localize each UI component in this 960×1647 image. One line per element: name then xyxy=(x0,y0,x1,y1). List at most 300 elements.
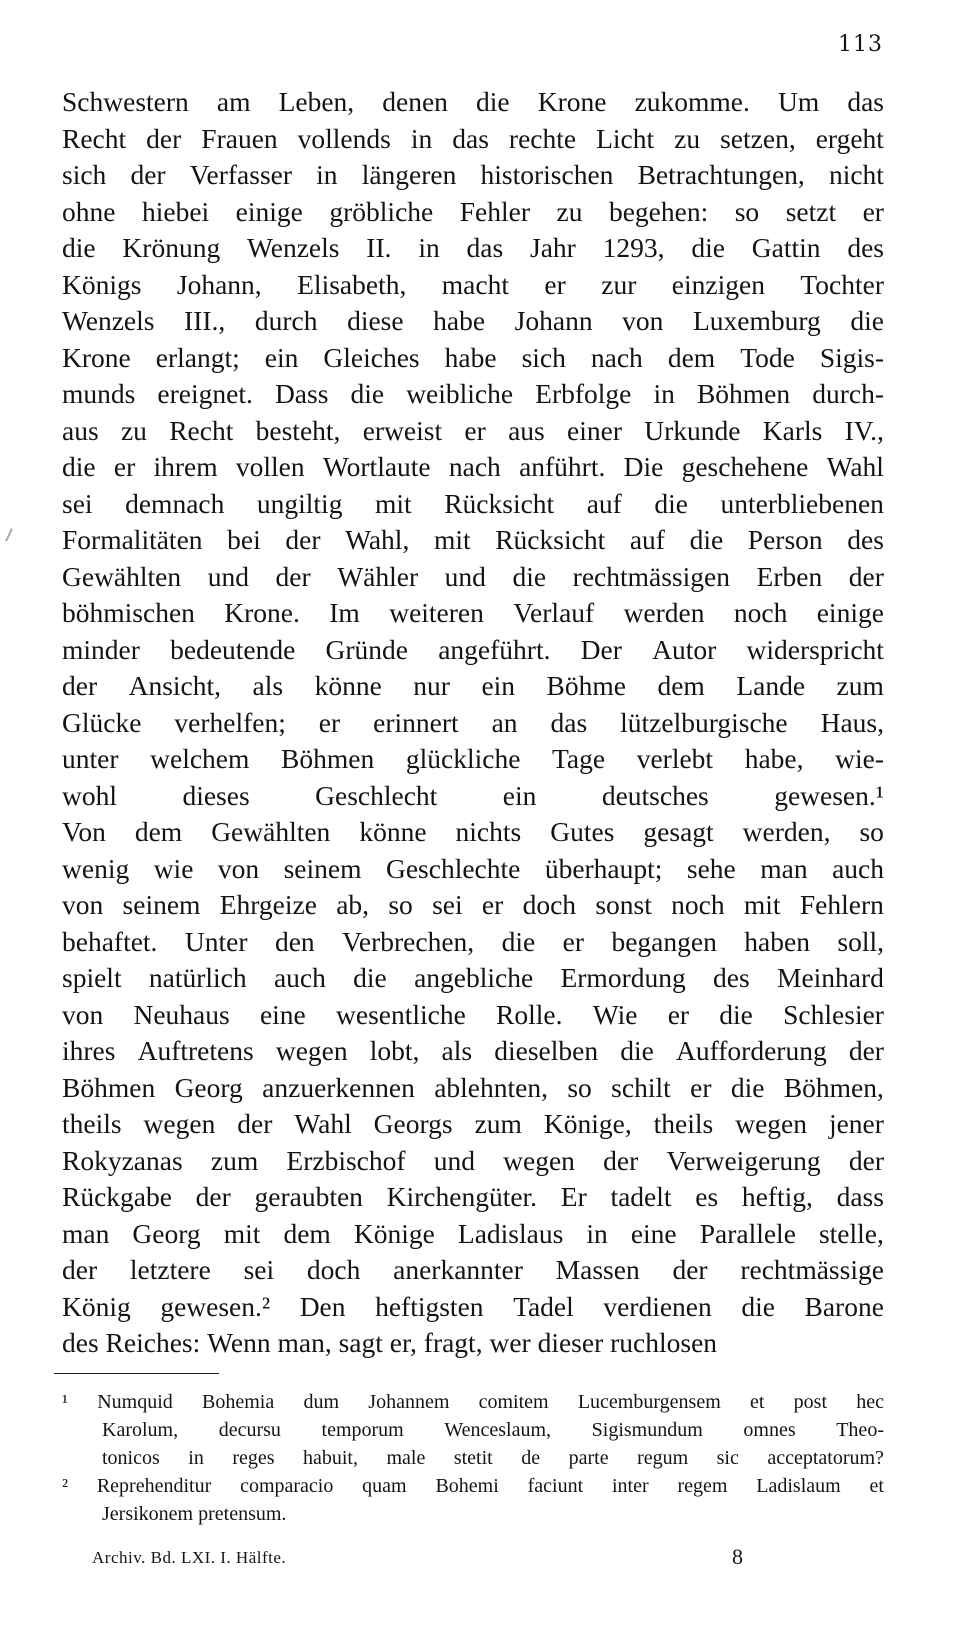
word: zur xyxy=(601,268,637,300)
word: Gewählten xyxy=(211,816,331,847)
word: historischen xyxy=(480,159,614,190)
word: die xyxy=(689,524,724,555)
word: seinem xyxy=(283,852,362,884)
word: und xyxy=(433,1144,475,1176)
word: Krone. xyxy=(224,597,300,628)
text-line xyxy=(62,1033,884,1070)
word: dum xyxy=(303,1391,340,1413)
word: Schwestern xyxy=(62,86,189,117)
text-line xyxy=(62,559,884,596)
text-line xyxy=(62,84,884,121)
word: mit xyxy=(374,487,412,519)
word: pretensum. xyxy=(198,1503,287,1525)
word: weiteren xyxy=(389,597,484,628)
word: Ermordung xyxy=(560,962,686,993)
word: reges xyxy=(232,1447,275,1469)
word: Böhmen, xyxy=(783,1071,884,1103)
word: sonst xyxy=(595,889,652,920)
word: in xyxy=(316,159,338,190)
word: ohne xyxy=(62,195,116,227)
text-line xyxy=(62,851,884,888)
word: Ladislaus xyxy=(457,1217,564,1249)
sheet-number: 8 xyxy=(732,1544,743,1569)
word: welchem xyxy=(150,743,250,774)
word: Verlauf xyxy=(513,597,595,628)
word: Krone xyxy=(62,341,131,373)
word: Ladislaum xyxy=(756,1475,841,1497)
word: Gutes xyxy=(550,816,615,847)
word: eine xyxy=(259,998,306,1030)
word: unter xyxy=(62,743,119,774)
word: noch xyxy=(671,889,725,920)
word: man xyxy=(760,852,808,884)
word: Jersikonem xyxy=(102,1503,194,1525)
footnote-line xyxy=(62,1388,884,1416)
word: Luxemburg xyxy=(692,305,821,336)
word: Rokyzanas xyxy=(62,1144,183,1176)
word: Erzbischof xyxy=(286,1144,406,1176)
word: habuit, xyxy=(303,1447,358,1469)
word: wie- xyxy=(835,743,884,774)
word: verhelfen; xyxy=(174,706,286,738)
word: Wenzels xyxy=(62,305,155,336)
word: theils xyxy=(62,1108,122,1139)
word: in xyxy=(653,378,675,409)
word: er xyxy=(113,451,136,482)
text-line xyxy=(62,267,884,304)
word: setzt xyxy=(785,195,837,227)
word: das xyxy=(452,122,489,154)
word: dieselben xyxy=(494,1035,599,1066)
word: sagt xyxy=(338,1327,383,1358)
word: Johann xyxy=(514,305,593,336)
word: man xyxy=(62,1217,110,1249)
text-line xyxy=(62,924,884,961)
word: er xyxy=(667,998,690,1030)
word: die xyxy=(62,232,96,263)
word: Wenceslaum, xyxy=(444,1419,552,1441)
text-line xyxy=(62,1070,884,1107)
word: unterbliebenen xyxy=(720,487,884,519)
word: lützelburgische xyxy=(620,706,788,738)
word: eine xyxy=(630,1217,677,1249)
word: der xyxy=(146,122,182,154)
word: ab, xyxy=(336,889,370,920)
word: Parallele xyxy=(699,1217,796,1249)
word: durch- xyxy=(812,378,884,409)
word: als xyxy=(252,670,284,701)
word: wegen xyxy=(735,1108,807,1139)
text-line xyxy=(62,303,884,340)
word: Reiches: xyxy=(105,1327,201,1358)
word: Wähler xyxy=(337,560,419,592)
word: parte xyxy=(568,1447,609,1469)
word: mit xyxy=(743,889,781,920)
word: mit xyxy=(433,524,471,555)
word: die xyxy=(512,560,547,592)
word: Aufforderung xyxy=(676,1035,827,1066)
word: gesagt xyxy=(643,816,714,847)
word: und xyxy=(444,560,486,592)
word: könne xyxy=(314,670,382,701)
word: Tadel xyxy=(513,1290,574,1322)
word: in xyxy=(586,1217,608,1249)
text-line xyxy=(62,887,884,924)
word: die xyxy=(62,451,96,482)
word: Rückgabe xyxy=(62,1181,172,1212)
word: regum xyxy=(637,1447,689,1469)
word: Gewählten xyxy=(62,560,182,592)
word: Tage xyxy=(552,743,606,774)
word: et xyxy=(749,1391,765,1413)
word: fragt, xyxy=(423,1327,483,1358)
word: Dass xyxy=(274,378,329,409)
word: das xyxy=(466,232,504,263)
word: tonicos xyxy=(102,1447,160,1469)
word: sehe xyxy=(686,852,736,884)
text-line xyxy=(62,1216,884,1253)
word: Königs xyxy=(62,268,142,300)
word: zum xyxy=(836,670,884,701)
word: er xyxy=(464,414,486,446)
text-line xyxy=(62,449,884,486)
word: habe xyxy=(444,341,497,373)
word: Erben xyxy=(756,560,823,592)
word: setzen, xyxy=(720,122,796,154)
word: auch xyxy=(273,962,326,993)
footnote-line xyxy=(62,1416,884,1444)
word: Böhmen xyxy=(281,743,375,774)
word: auf xyxy=(586,487,622,519)
word: hec xyxy=(856,1391,884,1413)
text-line xyxy=(62,1289,884,1326)
word: des xyxy=(713,962,750,993)
word: Ehrgeize xyxy=(219,889,317,920)
word: Verfasser xyxy=(189,159,293,190)
word: Glücke xyxy=(62,706,142,738)
word: Licht xyxy=(596,122,655,154)
word: er xyxy=(318,706,341,738)
word: weibliche xyxy=(406,378,514,409)
text-line xyxy=(62,522,884,559)
word: die xyxy=(850,305,884,336)
word: die xyxy=(719,998,753,1030)
word: Bohemi xyxy=(435,1475,499,1497)
word: Autor xyxy=(652,633,717,665)
word: ergeht xyxy=(815,122,884,154)
word: Neuhaus xyxy=(133,998,230,1030)
word: durch xyxy=(254,305,318,336)
word: bedeutende xyxy=(170,633,296,665)
word: das xyxy=(550,706,588,738)
word: schilt xyxy=(611,1071,671,1103)
word: er xyxy=(562,925,585,957)
word: rechtmässigen xyxy=(572,560,730,592)
text-line xyxy=(62,340,884,377)
word: werden xyxy=(623,597,705,628)
word: könne xyxy=(359,816,427,847)
text-line xyxy=(62,632,884,669)
word: er, xyxy=(389,1327,417,1358)
word: inter xyxy=(611,1475,649,1497)
word: Krone xyxy=(537,86,607,117)
text-line xyxy=(62,595,884,632)
word: er xyxy=(690,1071,712,1103)
word: zu xyxy=(674,122,701,154)
body-text xyxy=(62,84,884,1362)
word: der xyxy=(603,1144,639,1176)
word: Meinhard xyxy=(777,962,884,993)
word: ungiltig xyxy=(256,487,343,519)
text-line xyxy=(62,778,884,815)
word: von xyxy=(217,852,260,884)
word: aus xyxy=(62,414,99,446)
word: die xyxy=(501,925,536,957)
word: Jahr xyxy=(530,232,576,263)
word: wenig xyxy=(62,852,130,884)
word: ² xyxy=(62,1475,68,1497)
word: der xyxy=(285,524,321,555)
word: geraubten xyxy=(254,1181,363,1212)
word: macht xyxy=(441,268,509,300)
word: in xyxy=(418,232,440,263)
word: so xyxy=(567,1071,592,1103)
word: von xyxy=(62,889,104,920)
footnote-line xyxy=(62,1444,884,1472)
word: ein xyxy=(481,670,516,701)
word: diese xyxy=(347,305,404,336)
word: regem xyxy=(677,1475,728,1497)
word: nur xyxy=(413,670,450,701)
word: besteht, xyxy=(255,414,341,446)
text-line xyxy=(62,376,884,413)
word: Geschlechte xyxy=(385,852,521,884)
word: letztere xyxy=(129,1254,211,1285)
word: den xyxy=(274,925,315,957)
word: dieser xyxy=(537,1327,604,1358)
word: Recht xyxy=(169,414,234,446)
word: man, xyxy=(277,1327,332,1358)
word: die xyxy=(691,232,725,263)
footnotes xyxy=(62,1388,884,1528)
margin-mark xyxy=(5,528,13,542)
word: wie xyxy=(153,852,194,884)
word: Gründe xyxy=(325,633,409,665)
word: an xyxy=(491,706,518,738)
word: noch xyxy=(733,597,788,628)
word: aus xyxy=(508,414,545,446)
word: erinnert xyxy=(373,706,459,738)
word: Böhme xyxy=(546,670,626,701)
word: Unter xyxy=(184,925,248,957)
text-line xyxy=(62,1106,884,1143)
word: Um xyxy=(777,86,820,117)
word: Könige xyxy=(353,1217,435,1249)
word: anzuerkennen xyxy=(262,1071,415,1103)
word: Numquid xyxy=(97,1391,173,1413)
text-line xyxy=(62,1179,884,1216)
word: haben xyxy=(744,925,810,957)
word: Ansicht, xyxy=(128,670,222,701)
text-line xyxy=(62,121,884,158)
word: IV., xyxy=(844,414,884,446)
word: seinem xyxy=(122,889,201,920)
word: Haus, xyxy=(820,706,884,738)
word: Lande xyxy=(736,670,806,701)
word: gewesen.¹ xyxy=(774,779,884,811)
text-line xyxy=(62,1325,884,1362)
word: deutsches xyxy=(601,779,709,811)
word: auch xyxy=(832,852,884,884)
word: Formalitäten xyxy=(62,524,203,555)
word: Geschlecht xyxy=(315,779,438,811)
word: zu xyxy=(120,414,147,446)
word: rechte xyxy=(508,122,577,154)
word: dem xyxy=(667,341,716,373)
word: stelle, xyxy=(818,1217,884,1249)
word: Von xyxy=(62,816,106,847)
word: habe, xyxy=(744,743,804,774)
text-line xyxy=(62,960,884,997)
word: omnes xyxy=(743,1419,796,1441)
word: sich xyxy=(521,341,566,373)
word: die xyxy=(620,1035,654,1066)
word: theils xyxy=(653,1108,714,1139)
word: sich xyxy=(62,159,107,190)
text-line xyxy=(62,413,884,450)
word: als xyxy=(441,1035,473,1066)
word: Bohemia xyxy=(202,1391,275,1413)
page-number: 113 xyxy=(838,32,883,57)
word: doch xyxy=(522,889,577,920)
word: Elisabeth, xyxy=(297,268,407,300)
word: so xyxy=(859,816,884,847)
word: böhmischen xyxy=(62,597,195,628)
footnote-divider xyxy=(54,1373,219,1374)
word: der xyxy=(195,1181,231,1212)
word: wohl xyxy=(62,779,117,811)
word: erlangt; xyxy=(155,341,240,373)
word: der xyxy=(672,1254,708,1285)
word: verlebt xyxy=(636,743,714,774)
word: Wahl xyxy=(826,451,884,482)
word: zum xyxy=(210,1144,259,1176)
word: von xyxy=(62,998,104,1030)
word: wegen xyxy=(275,1035,348,1066)
text-line xyxy=(62,194,884,231)
word: ein xyxy=(264,341,299,373)
word: rechtmässige xyxy=(740,1254,884,1285)
word: der xyxy=(62,1254,98,1285)
word: acceptatorum? xyxy=(767,1447,884,1469)
word: begangen xyxy=(611,925,717,957)
text-line xyxy=(62,1143,884,1180)
word: denen xyxy=(382,86,448,117)
word: dem xyxy=(283,1217,331,1249)
word: Lucemburgensem xyxy=(577,1391,721,1413)
word: Erbfolge xyxy=(535,378,632,409)
word: natürlich xyxy=(148,962,247,993)
word: decursu xyxy=(218,1419,281,1441)
word: temporum xyxy=(321,1419,404,1441)
word: angebliche xyxy=(414,962,534,993)
word: auf xyxy=(629,524,665,555)
word: comparacio xyxy=(240,1475,334,1497)
word: et xyxy=(869,1475,884,1497)
text-line xyxy=(62,997,884,1034)
text-line xyxy=(62,705,884,742)
word: Böhmen xyxy=(62,1071,156,1103)
word: der xyxy=(237,1108,273,1139)
word: werden, xyxy=(742,816,831,847)
word: der xyxy=(848,560,884,592)
word: quam xyxy=(362,1475,407,1497)
word: Georg xyxy=(174,1071,243,1103)
word: Recht xyxy=(62,122,127,154)
word: Wenn xyxy=(207,1327,271,1358)
word: der xyxy=(848,1035,884,1066)
word: Barone xyxy=(804,1290,884,1322)
word: er xyxy=(862,195,884,227)
word: es xyxy=(695,1181,719,1212)
word: angeführt. xyxy=(438,633,551,665)
word: sic xyxy=(716,1447,739,1469)
word: die xyxy=(654,487,688,519)
word: Karolum, xyxy=(102,1419,179,1441)
word: Wie xyxy=(592,998,638,1030)
word: Fehler xyxy=(459,195,530,227)
word: 1293, xyxy=(602,232,665,263)
word: einige xyxy=(816,597,884,628)
word: bei xyxy=(227,524,261,555)
word: Sigis- xyxy=(819,341,884,373)
word: Sigismundum xyxy=(591,1419,703,1441)
word: Rücksicht xyxy=(444,487,555,519)
word: Krönung xyxy=(122,232,221,263)
word: Johann, xyxy=(176,268,262,300)
word: lobt, xyxy=(369,1035,420,1066)
word: er xyxy=(481,889,504,920)
word: Wortlaute xyxy=(322,451,431,482)
footnote-line xyxy=(62,1500,884,1528)
word: anführt. xyxy=(519,451,606,482)
word: Urkunde xyxy=(644,414,741,446)
word: so xyxy=(734,195,760,227)
word: comitem xyxy=(478,1391,549,1413)
word: ereignet. xyxy=(157,378,253,409)
word: demnach xyxy=(125,487,225,519)
word: sei xyxy=(62,487,93,519)
word: das xyxy=(847,86,884,117)
word: König xyxy=(62,1290,131,1322)
word: zum xyxy=(474,1108,522,1139)
text-line xyxy=(62,741,884,778)
word: ablehnten, xyxy=(434,1071,548,1103)
word: Reprehenditur xyxy=(96,1475,212,1497)
word: die xyxy=(476,86,510,117)
text-line xyxy=(62,1252,884,1289)
word: Im xyxy=(329,597,360,628)
word: er xyxy=(544,268,566,300)
text-line xyxy=(62,814,884,851)
word: begehen: xyxy=(608,195,709,227)
word: habe xyxy=(433,305,486,336)
word: ruchlosen xyxy=(610,1327,718,1358)
word: Böhmen xyxy=(696,378,791,409)
word: ¹ xyxy=(62,1391,68,1413)
word: nichts xyxy=(455,816,522,847)
word: wesentliche xyxy=(336,998,466,1030)
